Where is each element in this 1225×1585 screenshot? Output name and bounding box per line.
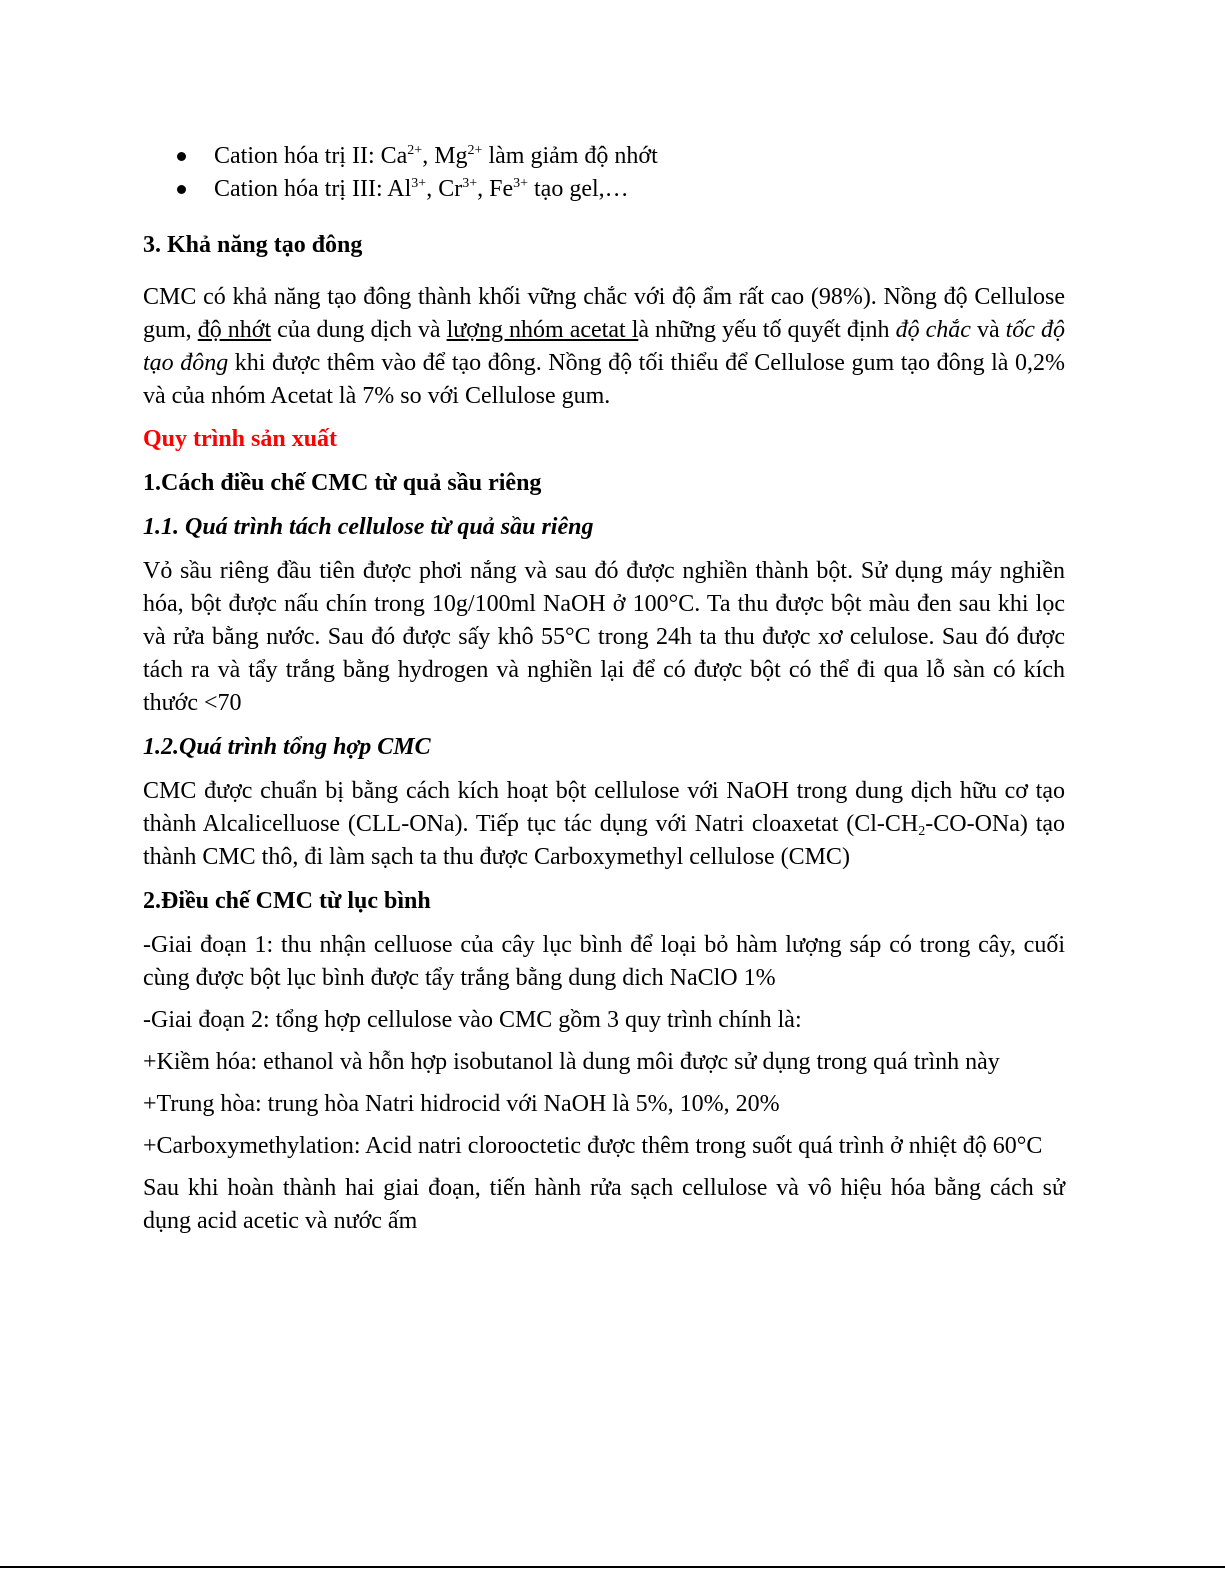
paragraph: -Giai đoạn 1: thu nhận celluose của cây lục bình để loại bỏ hàm lượng sáp có trong cây, cuối cùng được bột lục bình được tẩy trắng bằng dung dich NaClO 1% (143, 932, 1065, 991)
subsection-heading: 1.1. Quá trình tách cellulose từ quả sầu riêng (143, 514, 594, 540)
cation-list (143, 140, 1065, 206)
paragraph: +Carboxymethylation: Acid natri clorooctetic được thêm trong suốt quá trình ở nhiệt độ 60°C (143, 1133, 1043, 1159)
process-title: Quy trình sản xuất (143, 426, 338, 452)
paragraph: Sau khi hoàn thành hai giai đoạn, tiến hành rửa sạch cellulose và vô hiệu hóa bằng cách sử dụng acid acetic và nước ấm (143, 1175, 1065, 1234)
paragraph: CMC được chuẩn bị bằng cách kích hoạt bột cellulose với NaOH trong dung dịch hữu cơ tạo thành Alcalicelluose (CLL-ONa). Tiếp tục tác dụng với Natri cloaxetat $(Cl-CH_2-CO-ONa)$ tạo thành CMC thô, đi làm sạch ta thu được Carboxymethyl cellulose (CMC) (143, 778, 1066, 870)
subsection-heading: 1.2.Quá trình tổng hợp CMC (143, 734, 431, 760)
paragraph: Vỏ sầu riêng đầu tiên được phơi nắng và sau đó được nghiền thành bột. Sử dụng máy nghiền hóa, bột được nấu chín trong 10g/100ml NaOH ở 100°C. Ta thu được bột màu đen sau khi lọc và rửa bằng nước. Sau đó được sấy khô 55°C trong 24h ta thu được xơ celulose. Sau đó được tách ra và tẩy trắng bằng hydrogen và nghiền lại để có được bột có thể đi qua lỗ sàn có kích thước <70 (143, 558, 1065, 716)
list-item: Cation hóa trị II: $Ca^{2+}$, $Mg^{2+}$ làm giảm độ nhớt (143, 140, 1065, 173)
section-heading: 3. Khả năng tạo đông (143, 232, 363, 258)
bullet-icon (177, 185, 186, 194)
document-page (143, 140, 1065, 1238)
page-bottom-rule (0, 1566, 1225, 1568)
paragraph: -Giai đoạn 2: tổng hợp cellulose vào CMC gồm 3 quy trình chính là: (143, 1007, 802, 1033)
section-heading: 2.Điều chế CMC từ lục bình (143, 888, 431, 914)
paragraph: +Trung hòa: trung hòa Natri hidrocid với NaOH là 5%, 10%, 20% (143, 1091, 780, 1117)
paragraph: CMC có khả năng tạo đông thành khối vững chắc với độ ẩm rất cao (98%). Nồng độ Cellulose gum, độ nhớt của dung dịch và lượng nhóm acetat là những yếu tố quyết định độ chắc và tốc độ tạo đông khi được thêm vào để tạo đông. Nồng độ tối thiểu để Cellulose gum tạo đông là 0,2% và của nhóm Acetat là 7% so với Cellulose gum. (143, 284, 1065, 409)
paragraph: +Kiềm hóa: ethanol và hỗn hợp isobutanol là dung môi được sử dụng trong quá trình này (143, 1049, 1000, 1075)
list-item: Cation hóa trị III: $Al^{3+}$, $Cr^{3+}$, $Fe^{3+}$ tạo gel,… (143, 173, 1065, 206)
bullet-icon (177, 152, 186, 161)
section-heading: 1.Cách điều chế CMC từ quả sầu riêng (143, 470, 542, 496)
